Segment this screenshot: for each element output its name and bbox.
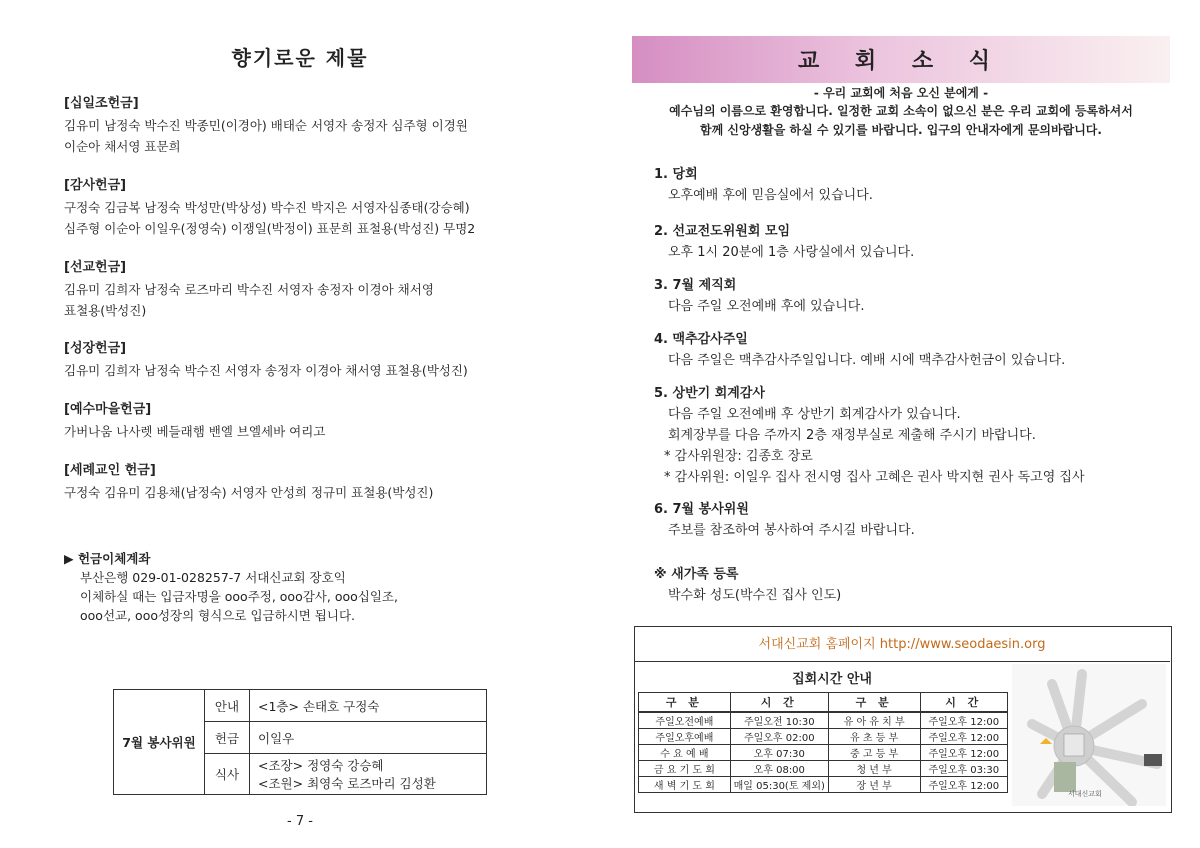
news-line: * 감사위원: 이일우 집사 전시영 집사 고혜은 권사 박지현 권사 독고영 집사 <box>664 470 1085 485</box>
news-heading: ※ 새가족 등록 <box>654 567 739 582</box>
news-line: 오후 1시 20분에 1층 사랑실에서 있습니다. <box>668 245 915 260</box>
bank-transfer-info <box>64 549 544 625</box>
schedule-cell: 청 년 부 <box>828 761 920 777</box>
donor-line: 구정숙 김유미 김용채(남정숙) 서영자 안성희 정규미 표철용(박성진) <box>64 485 434 500</box>
schedule-cell: 금 요 기 도 회 <box>639 761 731 777</box>
schedule-cell: 주일오후예배 <box>639 729 731 745</box>
service-name-line: <조원> 최영숙 로즈마리 김성환 <box>258 776 436 791</box>
schedule-cell: 중 고 등 부 <box>828 745 920 761</box>
section-heading: [세례교인 헌금] <box>64 463 156 478</box>
service-names: 이일우 <box>250 722 487 754</box>
map-graphic <box>1012 664 1166 806</box>
donor-line: 표철용(박성진) <box>64 303 147 318</box>
schedule-title: 집회시간 안내 <box>792 672 872 687</box>
section-heading: [예수마을헌금] <box>64 402 152 417</box>
donor-line: 김유미 김희자 남정숙 박수진 서영자 송정자 이경아 채서영 표철용(박성진) <box>64 363 468 378</box>
offering-section <box>64 92 534 157</box>
welcome-message <box>645 102 1157 140</box>
schedule-header: 구 분 <box>639 693 731 713</box>
news-title: 교 회 소 식 <box>798 49 1004 74</box>
news-line: 다음 주일 오전예배 후 상반기 회계감사가 있습니다. <box>668 407 961 422</box>
welcome-line: 예수님의 이름으로 환영합니다. 일정한 교회 소속이 없으신 분은 우리 교회에 등록하셔서 <box>669 104 1133 118</box>
news-heading: 1. 당회 <box>654 167 698 182</box>
news-item <box>654 563 1174 606</box>
divider <box>634 661 1170 662</box>
schedule-cell: 유 아 유 치 부 <box>828 712 920 729</box>
news-line: 회계장부를 다음 주까지 2층 재정부실로 제출해 주시기 바랍니다. <box>668 428 1036 443</box>
page-number: - 7 - <box>287 814 313 829</box>
service-role: 식사 <box>205 754 250 795</box>
service-role: 헌금 <box>205 722 250 754</box>
news-item <box>654 498 1174 541</box>
schedule-cell: 장 년 부 <box>828 777 920 793</box>
transfer-heading: ▶ 헌금이체계좌 <box>64 551 151 566</box>
news-item <box>654 328 1174 371</box>
transfer-line: ooo선교, ooo성장의 형식으로 입금하시면 됩니다. <box>80 608 356 623</box>
schedule-cell: 주일오전예배 <box>639 712 731 729</box>
news-heading: 2. 선교전도위원회 모임 <box>654 224 791 239</box>
transfer-line: 이체하실 때는 입금자명을 ooo주정, ooo감사, ooo십일조, <box>80 589 398 604</box>
news-item <box>654 274 1174 317</box>
news-line: 다음 주일은 맥추감사주일입니다. 예배 시에 맥추감사헌금이 있습니다. <box>668 353 1066 368</box>
service-names: <1층> 손태호 구정숙 <box>250 690 487 722</box>
schedule-row <box>639 729 1008 745</box>
schedule-cell: 수 요 예 배 <box>639 745 731 761</box>
schedule-cell: 주일오후 12:00 <box>920 777 1007 793</box>
donor-line: 심주형 이순아 이일우(정영숙) 이쟁일(박정이) 표문희 표철용(박성진) 무명2 <box>64 221 476 236</box>
news-item <box>654 382 1174 488</box>
news-heading: 6. 7월 봉사위원 <box>654 502 749 517</box>
schedule-row <box>639 761 1008 777</box>
homepage-link[interactable]: 서대신교회 홈페이지 http://www.seodaesin.org <box>758 637 1046 652</box>
news-line: 오후예배 후에 믿음실에서 있습니다. <box>668 188 873 203</box>
schedule-cell: 매일 05:30(토 제외) <box>730 777 828 793</box>
news-heading: 5. 상반기 회계감사 <box>654 386 765 401</box>
page-title: 향기로운 제물 <box>231 46 369 70</box>
section-heading: [선교헌금] <box>64 260 127 275</box>
schedule-header: 시 간 <box>730 693 828 713</box>
section-heading: [성장헌금] <box>64 341 127 356</box>
schedule-cell: 오후 08:00 <box>730 761 828 777</box>
schedule-cell: 유 초 등 부 <box>828 729 920 745</box>
schedule-cell: 주일오후 02:00 <box>730 729 828 745</box>
welcome-line: 함께 신앙생활을 하실 수 있기를 바랍니다. 입구의 안내자에게 문의바랍니다. <box>700 123 1102 137</box>
donor-line: 이순아 채서영 표문희 <box>64 139 181 154</box>
meeting-schedule-table <box>638 692 1008 793</box>
news-heading: 4. 맥추감사주일 <box>654 332 748 347</box>
offering-section <box>64 459 534 503</box>
schedule-row <box>639 745 1008 761</box>
service-volunteer-table <box>113 689 487 795</box>
donor-line: 김유미 김희자 남정숙 로즈마리 박수진 서영자 송정자 이경아 채서영 <box>64 282 434 297</box>
schedule-cell: 주일오후 03:30 <box>920 761 1007 777</box>
offering-section <box>64 398 534 442</box>
location-map <box>1012 664 1166 806</box>
schedule-cell: 주일오후 12:00 <box>920 712 1007 729</box>
schedule-cell: 주일오후 12:00 <box>920 745 1007 761</box>
schedule-row <box>639 777 1008 793</box>
schedule-header: 시 간 <box>920 693 1007 713</box>
donor-line: 가버나움 나사렛 베들래햄 밴엘 브엘세바 여리고 <box>64 424 326 439</box>
donor-line: 구정숙 김금복 남정숙 박성만(박상성) 박수진 박지은 서영자심종태(강승혜) <box>64 200 470 215</box>
transfer-line: 부산은행 029-01-028257-7 서대신교회 장호익 <box>80 570 346 585</box>
news-line: 다음 주일 오전예배 후에 있습니다. <box>668 299 865 314</box>
schedule-row <box>639 712 1008 729</box>
schedule-header: 구 분 <box>828 693 920 713</box>
news-item <box>654 220 1174 263</box>
news-heading: 3. 7월 제직회 <box>654 278 737 293</box>
service-name-line: <조장> 정영숙 강승혜 <box>258 758 384 773</box>
offering-section <box>64 337 534 381</box>
welcome-subtitle: - 우리 교회에 처음 오신 분에게 - <box>813 86 989 100</box>
offering-section <box>64 256 534 321</box>
service-table-title: 7월 봉사위원 <box>114 690 205 795</box>
service-role: 안내 <box>205 690 250 722</box>
schedule-cell: 새 벽 기 도 회 <box>639 777 731 793</box>
schedule-cell: 오후 07:30 <box>730 745 828 761</box>
schedule-cell: 주일오후 12:00 <box>920 729 1007 745</box>
section-heading: [십일조헌금] <box>64 96 139 111</box>
news-item <box>654 163 1174 206</box>
news-line: 주보를 참조하여 봉사하여 주시길 바랍니다. <box>668 523 915 538</box>
news-line: * 감사위원장: 김종호 장로 <box>664 449 813 464</box>
service-names <box>250 754 487 795</box>
offering-section <box>64 174 534 239</box>
donor-line: 김유미 남정숙 박수진 박종민(이경아) 배태순 서영자 송정자 심주형 이경원 <box>64 118 468 133</box>
section-heading: [감사헌금] <box>64 178 127 193</box>
schedule-cell: 주일오전 10:30 <box>730 712 828 729</box>
map-church-label: 서대신교회 <box>1068 790 1102 798</box>
news-line: 박수화 성도(박수진 집사 인도) <box>668 588 842 603</box>
